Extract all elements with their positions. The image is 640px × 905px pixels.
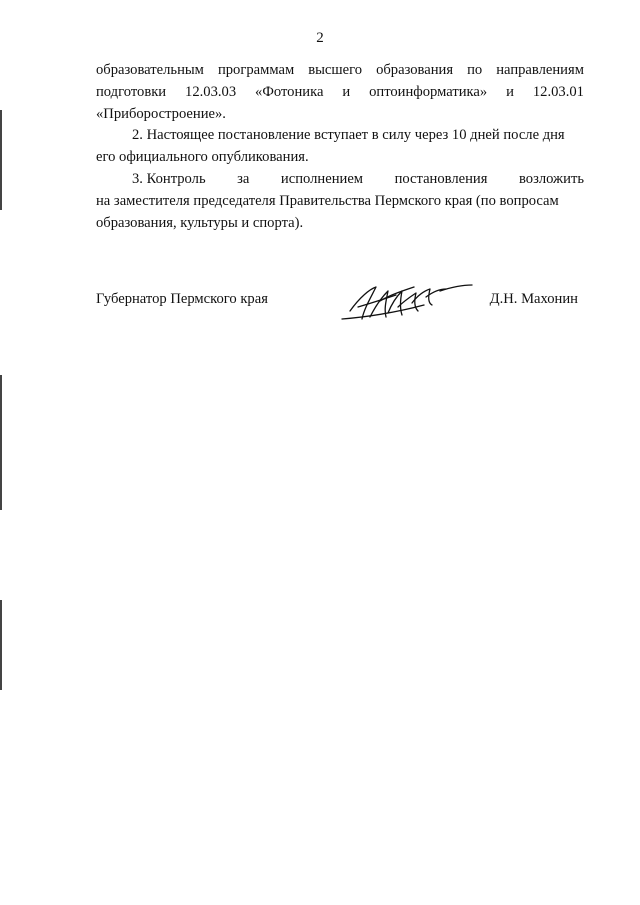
paragraph-continuation — [96, 60, 584, 125]
text-line — [96, 169, 584, 191]
signatory-name: Д.Н. Махонин — [489, 291, 578, 307]
word: оптоинформатика» — [369, 83, 488, 100]
word: постановления — [394, 170, 488, 187]
word: возложить — [518, 170, 584, 187]
text-line — [96, 82, 584, 104]
text-line — [96, 60, 584, 82]
page-number: 2 — [316, 30, 324, 46]
word: 12.03.03 — [185, 83, 237, 100]
text-line-content: на заместителя председателя Правительства Пермского края (по вопросам — [96, 192, 559, 209]
word: 12.03.01 — [532, 83, 584, 100]
word: образования — [376, 62, 454, 78]
scan-edge-mark — [0, 375, 2, 510]
word: «Фотоника — [255, 83, 324, 100]
word: высшего — [308, 62, 363, 78]
word: программам — [217, 62, 295, 78]
scan-edge-mark — [0, 110, 2, 210]
document-body — [96, 60, 584, 234]
word: по — [467, 62, 483, 78]
text-line-content: образования, культуры и спорта). — [96, 214, 304, 231]
word: 3. Контроль — [132, 170, 206, 187]
text-line — [96, 213, 584, 235]
handwritten-signature-icon — [336, 277, 476, 329]
text-line-content: 2. Настоящее постановление вступает в силу через 10 дней после дня — [132, 127, 565, 144]
scan-edge-mark — [0, 600, 2, 690]
word: за — [237, 170, 250, 187]
signatory-title: Губернатор Пермского края — [96, 291, 268, 307]
text-line — [96, 104, 584, 126]
text-line-content: его официального опубликования. — [96, 149, 309, 166]
word: подготовки — [96, 83, 167, 100]
paragraph-item-2 — [96, 125, 584, 169]
text-line-content: «Приборостроение». — [96, 105, 226, 122]
text-line — [96, 147, 584, 169]
signature-block — [96, 285, 584, 335]
word: и — [506, 83, 514, 100]
word: направлениям — [496, 62, 584, 78]
word: исполнением — [280, 170, 364, 187]
word: и — [342, 83, 351, 100]
word: образовательным — [96, 62, 204, 78]
text-line — [96, 191, 584, 213]
paragraph-item-3 — [96, 169, 584, 234]
text-line — [96, 125, 584, 147]
